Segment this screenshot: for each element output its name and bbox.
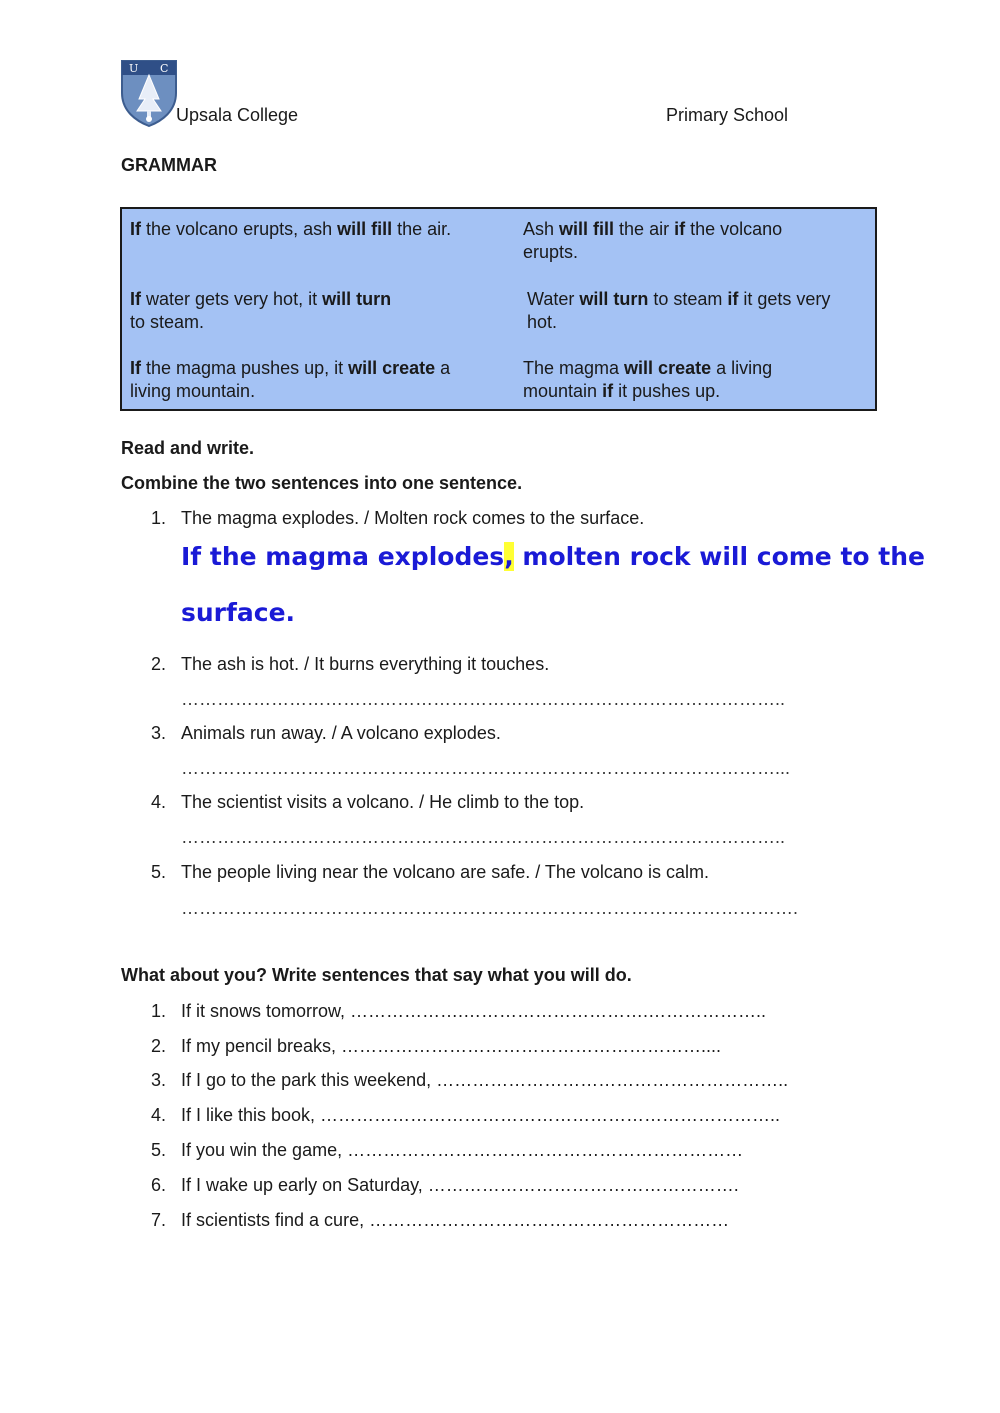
school-section: Primary School — [666, 105, 789, 125]
exercise2-instruction: What about you? Write sentences that say what you will do. — [121, 965, 632, 985]
exercise2-item-7[interactable]: 7. If scientists find a cure, …………………………………………………… — [151, 1210, 730, 1230]
exercise1-item-3: 3. Animals run away. / A volcano explodes. — [151, 723, 501, 743]
exercise1-subinstruction: Combine the two sentences into one sentence. — [121, 473, 523, 493]
exercise2-item-5[interactable]: 5. If you win the game, ………………………………………………………… — [151, 1140, 744, 1160]
highlighted-comma: , — [504, 542, 514, 571]
exercise2-item-6[interactable]: 6. If I wake up early on Saturday, ……………………………………………. — [151, 1175, 739, 1195]
answer-line-4[interactable]: ……………………………………………………………………………………….. — [181, 827, 786, 847]
school-name: Upsala College — [176, 105, 299, 125]
grammar-left-1: If the volcano erupts, ash will fill the air. — [130, 219, 452, 239]
exercise1-item-5: 5. The people living near the volcano are safe. / The volcano is calm. — [151, 862, 709, 882]
grammar-left-2: If water gets very hot, it will turn to steam. — [130, 289, 392, 332]
answer-line-5[interactable]: …………………………………………………………………………………………. — [181, 898, 799, 918]
section-title: GRAMMAR — [121, 155, 217, 175]
school-crest-icon — [120, 59, 178, 127]
grammar-right-3: The magma will create a living mountain if it pushes up. — [523, 358, 773, 401]
exercise2-item-1[interactable]: 1. If it snows tomorrow, ……………….………………………….……………….. — [151, 1001, 767, 1021]
grammar-right-2: Water will turn to steam if it gets very hot. — [527, 289, 831, 332]
grammar-left-3: If the magma pushes up, it will create a living mountain. — [130, 358, 451, 401]
exercise1-instruction: Read and write. — [121, 438, 255, 458]
grammar-right-1: Ash will fill the air if the volcano erupts. — [523, 219, 783, 262]
exercise1-item-2: 2. The ash is hot. / It burns everything it touches. — [151, 654, 550, 674]
exercise1-item-4: 4. The scientist visits a volcano. / He climb to the top. — [151, 792, 585, 812]
example-answer: If the magma explodes, molten rock will come to the — [181, 542, 925, 571]
answer-line-3[interactable]: ………………………………………………………………………………………... — [181, 758, 791, 778]
grammar-box — [120, 207, 877, 411]
svg-text:C: C — [160, 62, 169, 75]
exercise2-item-2[interactable]: 2. If my pencil breaks, …………………………………………………….... — [151, 1036, 722, 1056]
exercise2-item-4[interactable]: 4. If I like this book, ………………………………………………………………….. — [151, 1105, 781, 1125]
exercise1-item-1: 1. The magma explodes. / Molten rock comes to the surface. — [151, 508, 645, 528]
example-answer-line2: surface. — [181, 598, 296, 627]
answer-line-2[interactable]: ……………………………………………………………………………………….. — [181, 689, 786, 709]
svg-text:U: U — [129, 62, 139, 75]
exercise2-item-3[interactable]: 3. If I go to the park this weekend, ………………………………………………….. — [151, 1070, 789, 1090]
